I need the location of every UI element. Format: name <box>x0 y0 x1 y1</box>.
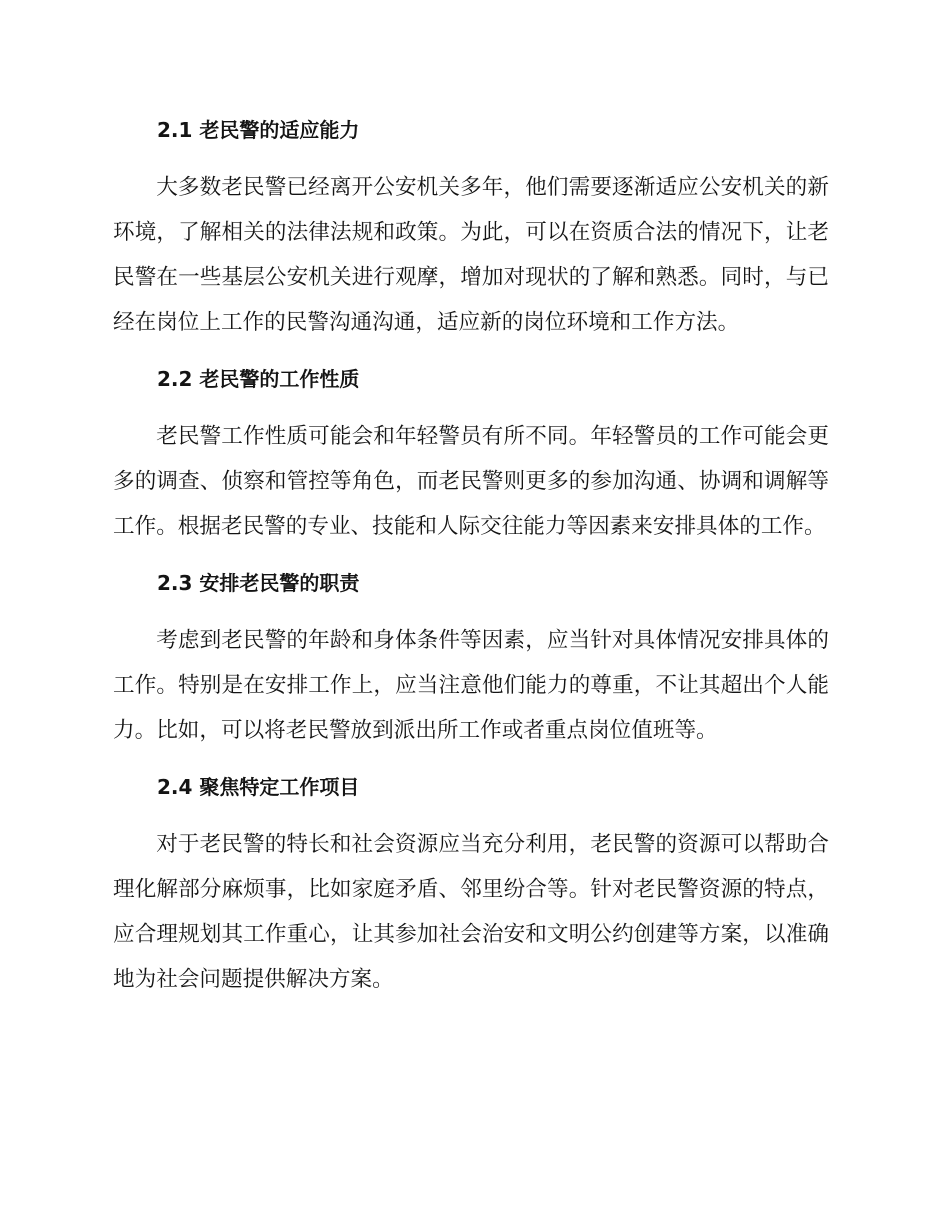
paragraph <box>113 822 829 1002</box>
paragraph-line: 经在岗位上工作的民警沟通沟通，适应新的岗位环境和工作方法。 <box>113 310 740 335</box>
paragraph-line: 应合理规划其工作重心，让其参加社会治安和文明公约创建等方案，以准确 <box>113 922 829 947</box>
paragraph-line: 力。比如，可以将老民警放到派出所工作或者重点岗位值班等。 <box>113 718 718 743</box>
paragraph <box>113 618 829 753</box>
paragraph-line: 民警在一些基层公安机关进行观摩，增加对现状的了解和熟悉。同时，与已 <box>113 265 829 290</box>
paragraph-line: 工作。根据老民警的专业、技能和人际交往能力等因素来安排具体的工作。 <box>113 514 826 539</box>
document-page <box>113 96 829 1002</box>
section-heading: 2.3 安排老民警的职责 <box>157 571 360 595</box>
section-heading: 2.2 老民警的工作性质 <box>157 367 360 391</box>
paragraph <box>113 414 829 549</box>
paragraph-line: 工作。特别是在安排工作上，应当注意他们能力的尊重，不让其超出个人能 <box>113 673 829 698</box>
paragraph-line: 理化解部分麻烦事，比如家庭矛盾、邻里纷合等。针对老民警资源的特点， <box>113 877 829 902</box>
section-heading: 2.4 聚焦特定工作项目 <box>157 775 360 799</box>
paragraph-line: 多的调查、侦察和管控等角色，而老民警则更多的参加沟通、协调和调解等 <box>113 469 829 494</box>
paragraph-line: 老民警工作性质可能会和年轻警员有所不同。年轻警员的工作可能会更 <box>156 424 829 449</box>
paragraph-line: 环境，了解相关的法律法规和政策。为此，可以在资质合法的情况下，让老 <box>113 220 829 245</box>
section-heading: 2.1 老民警的适应能力 <box>157 118 360 142</box>
paragraph-line: 地为社会问题提供解决方案。 <box>113 967 394 992</box>
paragraph-line: 考虑到老民警的年龄和身体条件等因素，应当针对具体情况安排具体的 <box>156 628 829 653</box>
paragraph <box>113 165 829 345</box>
paragraph-line: 大多数老民警已经离开公安机关多年，他们需要逐渐适应公安机关的新 <box>156 175 829 200</box>
paragraph-line: 对于老民警的特长和社会资源应当充分利用，老民警的资源可以帮助合 <box>156 832 829 857</box>
